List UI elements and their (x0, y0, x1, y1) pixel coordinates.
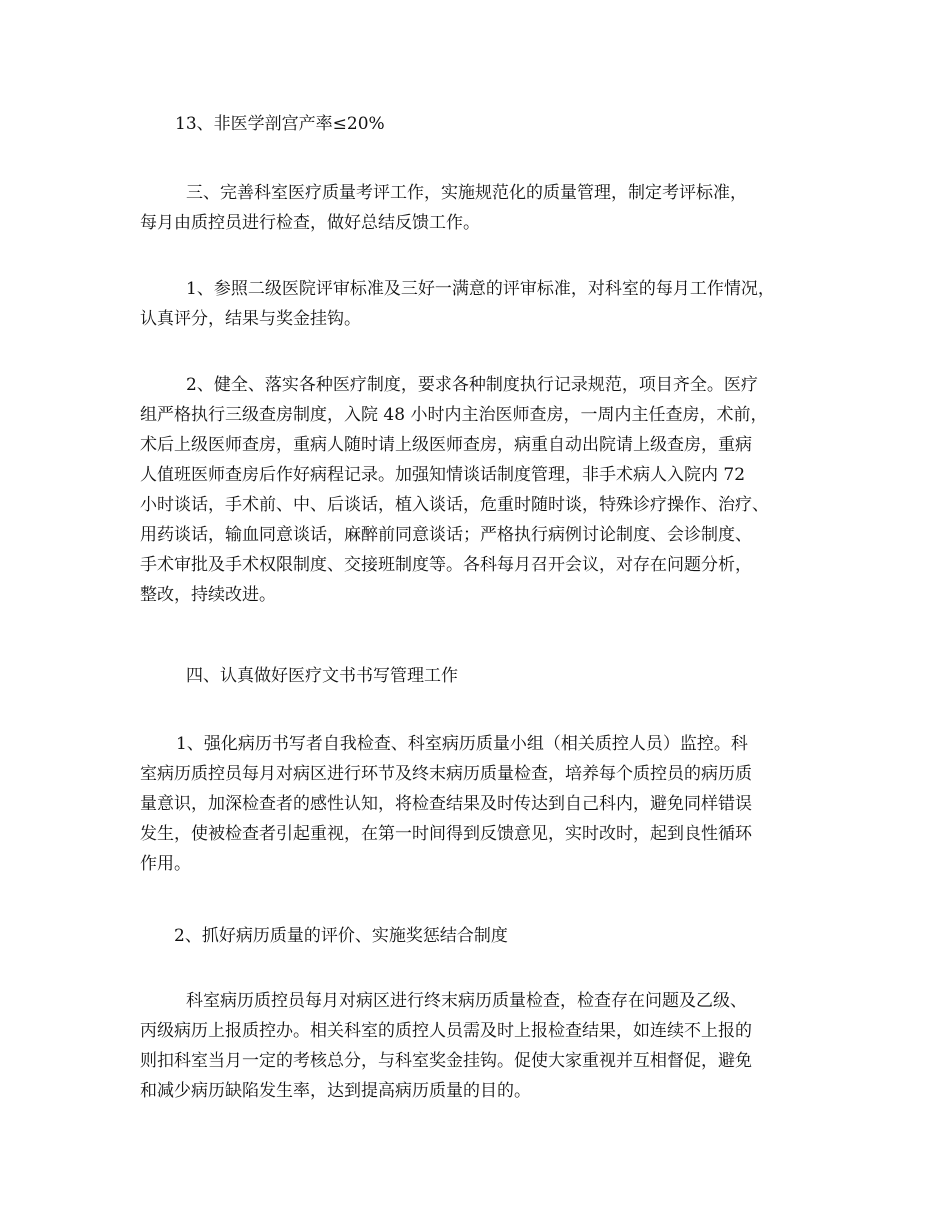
paragraph-section-3-item-1 (140, 274, 840, 334)
text-line: 整改，持续改进。 (140, 585, 276, 605)
paragraph-section-4-item-1 (140, 729, 840, 879)
text-line: 量意识，加深检查者的感性认知，将检查结果及时传达到自己科内，避免同样错误 (140, 794, 752, 814)
text-line: 小时谈话，手术前、中、后谈话，植入谈话，危重时随时谈，特殊诊疗操作、治疗、 (140, 495, 769, 515)
text-line: 组严格执行三级查房制度，入院 48 小时内主治医师查房，一周内主任查房，术前， (140, 405, 768, 425)
text-line: 13、非医学剖宫产率≤20% (175, 114, 385, 134)
paragraph-section-4-heading (140, 661, 840, 691)
text-line: 认真评分，结果与奖金挂钩。 (140, 309, 361, 329)
text-line: 丙级病历上报质控办。相关科室的质控人员需及时上报检查结果，如连续不上报的 (140, 1021, 752, 1041)
text-line: 人值班医师查房后作好病程记录。加强知情谈话制度管理，非手术病人入院内 72 (140, 465, 746, 485)
text-line: 科室病历质控员每月对病区进行终末病历质量检查，检查存在问题及乙级、 (186, 991, 747, 1011)
paragraph-section-4-item-2-body (140, 986, 840, 1106)
paragraph-section-4-item-2 (140, 921, 840, 951)
text-line: 则扣科室当月一定的考核总分，与科室奖金挂钩。促使大家重视并互相督促，避免 (140, 1051, 752, 1071)
text-line: 2、抓好病历质量的评价、实施奖惩结合制度 (174, 926, 508, 946)
paragraph-section-3-heading (140, 178, 840, 238)
text-line: 手术审批及手术权限制度、交接班制度等。各科每月召开会议，对存在问题分析， (140, 555, 752, 575)
text-line: 2、健全、落实各种医疗制度，要求各种制度执行记录规范，项目齐全。医疗 (186, 375, 758, 395)
text-line: 用药谈话，输血同意谈话，麻醉前同意谈话；严格执行病例讨论制度、会诊制度、 (140, 525, 752, 545)
text-line: 术后上级医师查房，重病人随时请上级医师查房，病重自动出院请上级查房，重病 (140, 435, 752, 455)
text-line: 发生，使被检查者引起重视，在第一时间得到反馈意见，实时改时，起到良性循环 (140, 824, 752, 844)
text-line: 1、参照二级医院评审标准及三好一满意的评审标准，对科室的每月工作情况， (186, 279, 775, 299)
text-line: 室病历质控员每月对病区进行环节及终末病历质量检查，培养每个质控员的病历质 (140, 764, 752, 784)
paragraph-item-13 (175, 109, 875, 139)
text-line: 四、认真做好医疗文书书写管理工作 (186, 666, 458, 686)
text-line: 作用。 (140, 854, 191, 874)
paragraph-section-3-item-2 (140, 370, 840, 610)
text-line: 1、强化病历书写者自我检查、科室病历质量小组（相关质控人员）监控。科 (176, 734, 748, 754)
text-line: 每月由质控员进行检查，做好总结反馈工作。 (140, 213, 480, 233)
text-line: 和减少病历缺陷发生率，达到提高病历质量的目的。 (140, 1081, 531, 1101)
text-line: 三、完善科室医疗质量考评工作，实施规范化的质量管理，制定考评标准， (186, 183, 747, 203)
